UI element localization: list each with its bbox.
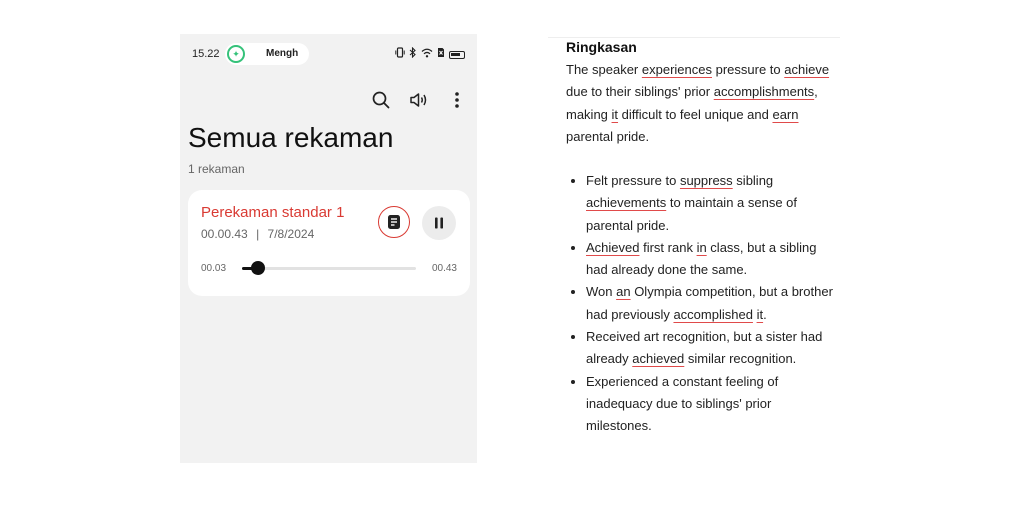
summary-bullet: [586, 326, 834, 371]
pill-label: Mengh: [266, 48, 299, 59]
summary-heading: Ringkasan: [566, 39, 637, 55]
text-segment: similar recognition.: [684, 351, 797, 367]
recording-card[interactable]: [188, 190, 470, 296]
pause-icon: [434, 217, 444, 229]
flagged-word: suppress: [679, 173, 733, 188]
text-segment: .: [763, 306, 767, 322]
phone-screen: [180, 34, 477, 463]
recording-duration: 00.00.43: [201, 227, 248, 241]
wifi-icon: [421, 48, 433, 62]
flagged-word: achieved: [632, 351, 685, 367]
flagged-word: accomplishments: [713, 84, 815, 100]
flagged-word: in: [696, 239, 707, 255]
text-segment: Felt pressure to: [586, 173, 680, 188]
status-time: 15.22: [192, 48, 220, 60]
text-segment: Won: [586, 284, 617, 300]
search-button[interactable]: [369, 88, 393, 112]
playback-slider-thumb[interactable]: [251, 261, 265, 275]
flagged-word: it: [611, 106, 619, 122]
text-segment: Received art recognition, but a sister had already: [586, 329, 823, 367]
text-segment: pressure to: [711, 62, 785, 77]
flagged-word: an: [616, 284, 631, 300]
top-divider: [548, 37, 840, 38]
summary-bullet: [586, 371, 834, 438]
text-segment: due to their siblings' prior: [566, 84, 714, 100]
sim-icon: [437, 47, 445, 62]
text-segment: Olympia competition, but a brother had previously: [586, 284, 833, 322]
recording-title: Perekaman standar 1: [201, 204, 345, 221]
current-time: 00.03: [201, 263, 227, 274]
text-segment: first rank: [639, 239, 697, 255]
summary-panel: [548, 36, 840, 466]
top-toolbar: [369, 88, 469, 112]
flagged-word: it: [756, 306, 764, 322]
flagged-word: Achieved: [586, 239, 640, 255]
text-segment: to maintain a sense of parental pride.: [586, 195, 798, 233]
pause-button[interactable]: [422, 206, 456, 240]
status-icons: [395, 47, 465, 62]
summary-button[interactable]: [378, 206, 410, 238]
meta-separator: |: [256, 227, 260, 241]
ongoing-activity-pill[interactable]: [225, 43, 309, 65]
text-segment: difficult to feel unique and: [618, 106, 773, 122]
text-segment: , making: [566, 84, 818, 122]
total-time: 00.43: [431, 263, 457, 274]
speaker-button[interactable]: [407, 88, 431, 112]
flagged-word: experiences: [641, 62, 712, 77]
text-segment: sibling: [732, 173, 774, 188]
flagged-word: accomplished: [673, 306, 753, 322]
summary-bullet: [586, 170, 834, 237]
more-vertical-icon: [454, 91, 460, 109]
summary-paragraph: [566, 59, 834, 148]
recording-count: 1 rekaman: [188, 162, 245, 176]
summary-bullet-list: [566, 170, 834, 438]
vibrate-icon: [395, 47, 405, 62]
recording-meta: [201, 227, 314, 241]
more-options-button[interactable]: [445, 88, 469, 112]
flagged-word: achieve: [784, 62, 830, 77]
bluetooth-icon: [409, 47, 417, 62]
text-segment: The speaker: [566, 62, 642, 77]
summary-bullet: [586, 237, 834, 282]
recording-date: 7/8/2024: [267, 227, 315, 241]
text-segment: class, but a sibling had already done the same.: [586, 239, 817, 278]
status-bar: [180, 34, 477, 74]
flagged-word: achievements: [586, 195, 667, 211]
recorder-sparkle-icon: ✦: [227, 45, 245, 63]
playback-slider-track[interactable]: [242, 267, 416, 270]
battery-icon: [449, 51, 465, 59]
search-icon: [372, 91, 390, 109]
text-segment: Experienced a constant feeling of inadequacy due to siblings' prior milestones.: [586, 373, 779, 434]
summary-doc-icon: [387, 214, 401, 230]
page-title: Semua rekaman: [188, 122, 394, 153]
text-segment: parental pride.: [566, 128, 650, 144]
flagged-word: earn: [772, 106, 799, 122]
summary-bullet: [586, 281, 834, 326]
speaker-icon: [409, 91, 429, 109]
